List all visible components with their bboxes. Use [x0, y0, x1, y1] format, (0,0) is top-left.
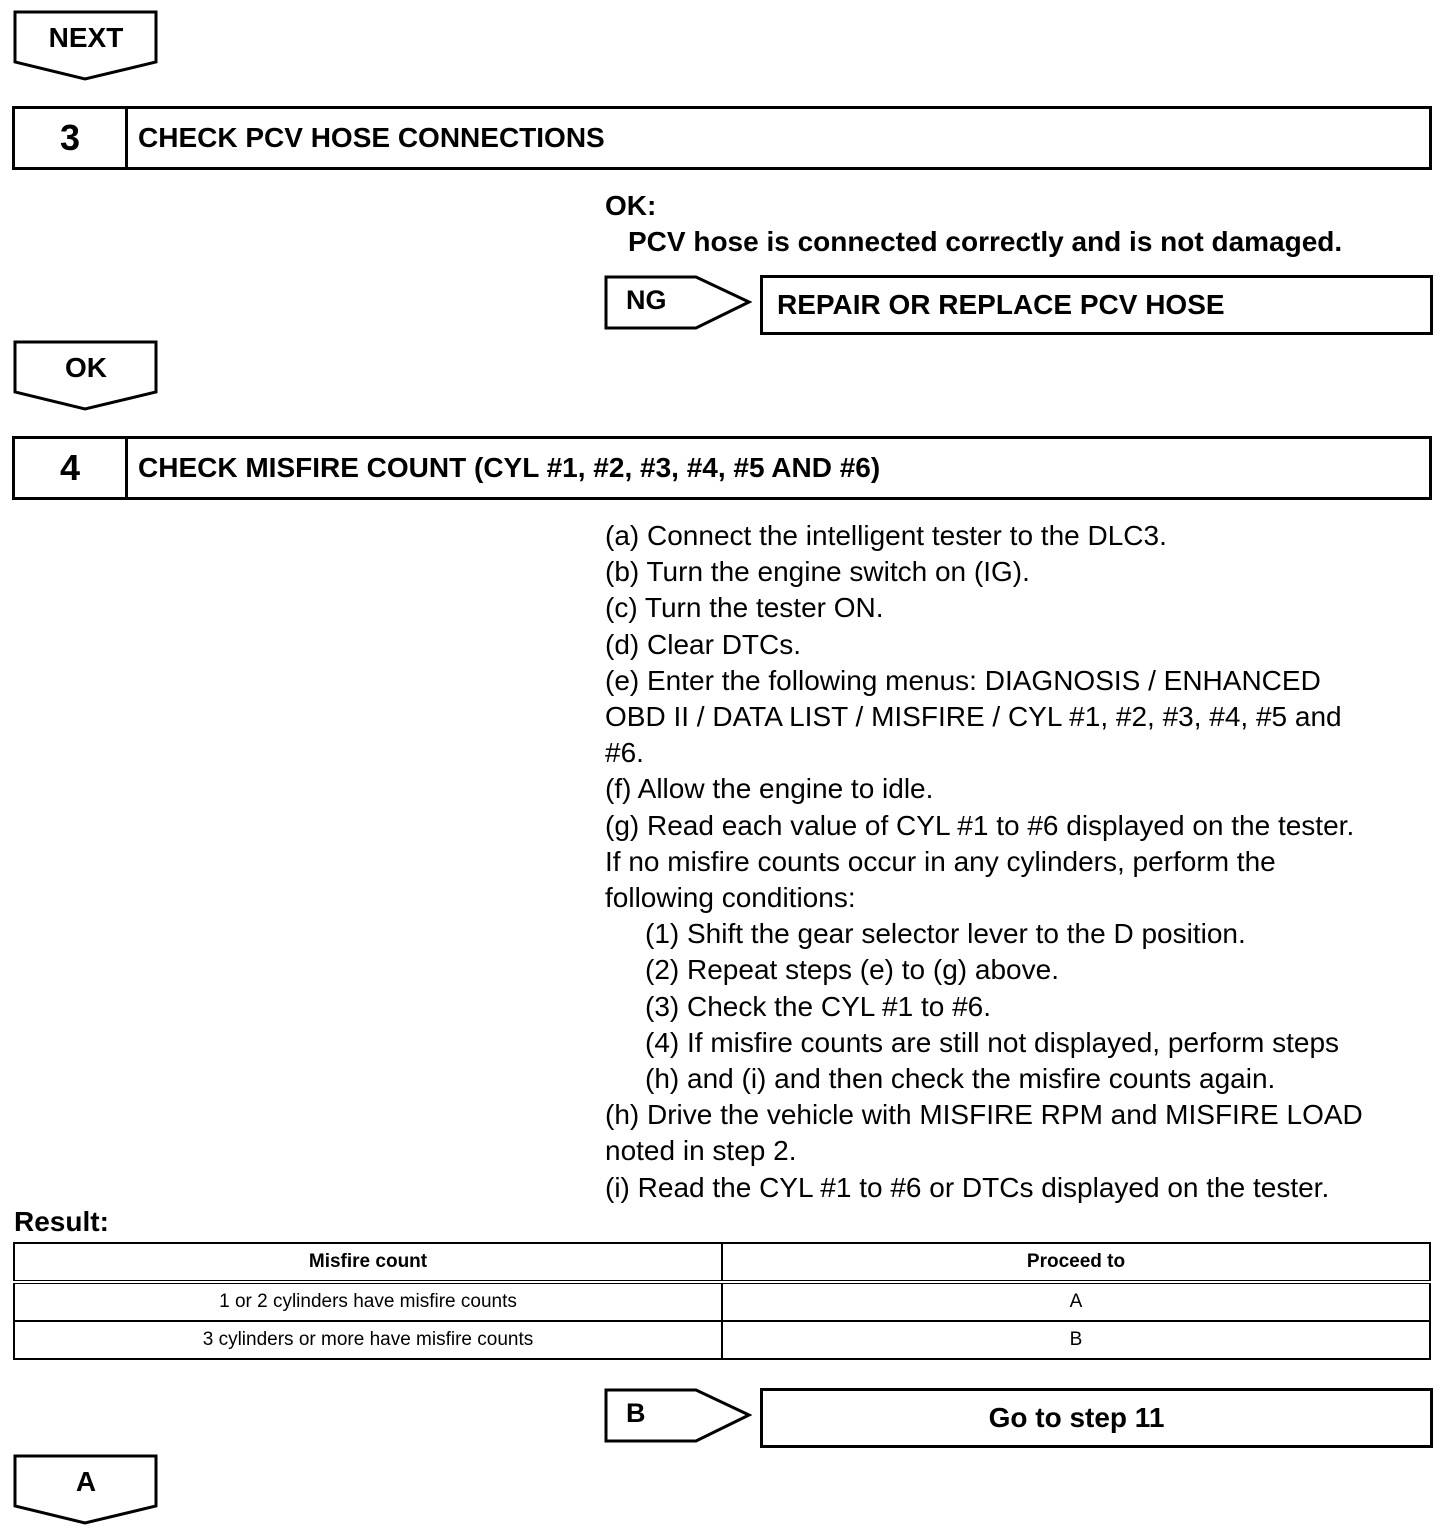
procedure-line: following conditions:	[605, 882, 856, 914]
procedure-subline: (3) Check the CYL #1 to #6.	[645, 990, 992, 1022]
procedure-line: (e) Enter the following menus: DIAGNOSIS / ENHANCED	[605, 664, 1321, 696]
step-3-header	[12, 106, 1432, 170]
procedure-line: If no misfire counts occur in any cylinders, perform the	[605, 845, 1276, 877]
procedure-subline: (4) If misfire counts are still not displayed, perform steps	[645, 1026, 1340, 1058]
b-branch-tag	[604, 1388, 752, 1444]
result-table	[13, 1242, 1431, 1360]
b-label: B	[626, 1398, 646, 1428]
procedure-list	[605, 518, 1435, 1206]
step-4-number: 4	[15, 439, 128, 497]
table-cell: A	[722, 1282, 1430, 1321]
procedure-line: (i) Read the CYL #1 to #6 or DTCs displayed on the tester.	[605, 1171, 1330, 1203]
result-heading: Result:	[14, 1206, 109, 1237]
step-4-header	[12, 436, 1432, 500]
procedure-line: OBD II / DATA LIST / MISFIRE / CYL #1, #2, #3, #4, #5 and	[605, 701, 1342, 733]
procedure-line: (d) Clear DTCs.	[605, 628, 802, 660]
table-header-proceed-to: Proceed to	[722, 1243, 1430, 1282]
procedure-subline: (h) and (i) and then check the misfire counts again.	[645, 1063, 1276, 1095]
b-action-box	[760, 1388, 1433, 1448]
table-cell: 3 cylinders or more have misfire counts	[14, 1321, 722, 1359]
ng-label: NG	[626, 285, 667, 315]
table-row	[14, 1321, 1430, 1359]
ng-action-box	[760, 275, 1433, 335]
procedure-line: (f) Allow the engine to idle.	[605, 773, 934, 805]
step-3-title: CHECK PCV HOSE CONNECTIONS	[138, 122, 605, 153]
table-cell: 1 or 2 cylinders have misfire counts	[14, 1282, 722, 1321]
procedure-line: #6.	[605, 737, 644, 769]
table-header-misfire-count: Misfire count	[14, 1243, 722, 1282]
ok-heading: OK:	[605, 190, 657, 221]
procedure-line: (c) Turn the tester ON.	[605, 592, 884, 624]
ok-flow-arrow	[13, 340, 159, 412]
next-label: NEXT	[48, 22, 124, 53]
ok-criteria-text: PCV hose is connected correctly and is not damaged.	[628, 226, 1343, 257]
procedure-subline: (1) Shift the gear selector lever to the D position.	[645, 918, 1246, 950]
table-header-row	[14, 1243, 1430, 1282]
next-flow-arrow	[13, 10, 159, 82]
procedure-line: (b) Turn the engine switch on (IG).	[605, 556, 1030, 588]
step-4-title: CHECK MISFIRE COUNT (CYL #1, #2, #3, #4, #5 AND #6)	[138, 452, 881, 483]
ok-label: OK	[65, 352, 107, 383]
procedure-line: (a) Connect the intelligent tester to the DLC3.	[605, 520, 1167, 551]
step-3-number: 3	[15, 109, 128, 167]
table-row	[14, 1282, 1430, 1321]
ng-branch-tag	[604, 275, 752, 331]
procedure-line: (h) Drive the vehicle with MISFIRE RPM and MISFIRE LOAD	[605, 1099, 1363, 1131]
a-label: A	[75, 1466, 97, 1497]
procedure-subline: (2) Repeat steps (e) to (g) above.	[645, 954, 1059, 986]
b-action-text: Go to step 11	[988, 1402, 1165, 1433]
procedure-line: (g) Read each value of CYL #1 to #6 displayed on the tester.	[605, 809, 1355, 841]
procedure-line: noted in step 2.	[605, 1135, 797, 1167]
ng-action-text: REPAIR OR REPLACE PCV HOSE	[777, 289, 1225, 320]
a-flow-arrow	[13, 1454, 159, 1526]
table-cell: B	[722, 1321, 1430, 1359]
